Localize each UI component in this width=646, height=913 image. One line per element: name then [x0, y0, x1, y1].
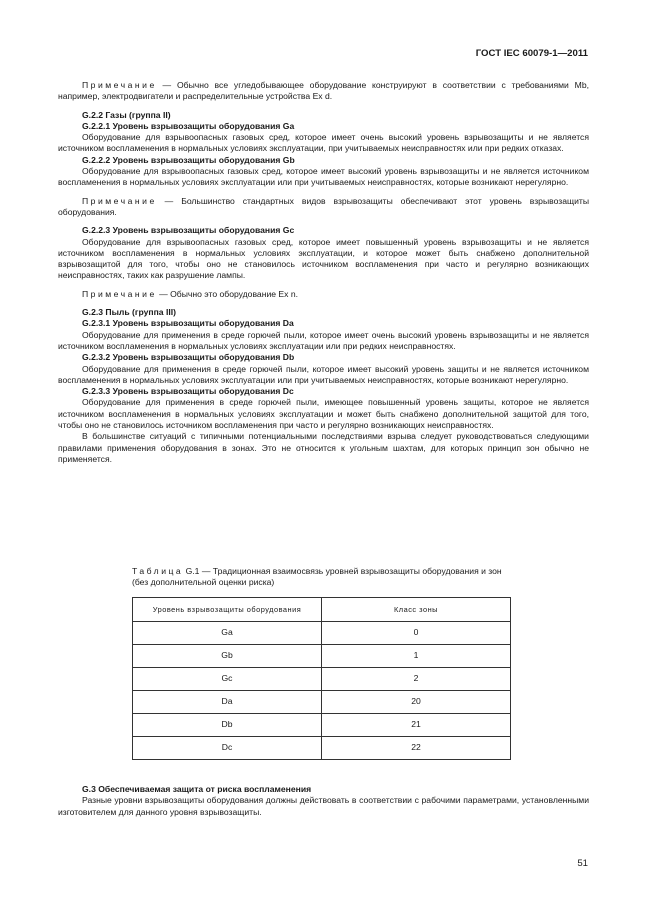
body-paragraph: Оборудование для применения в среде горючей пыли, которое имеет высокий уровень защиты и не является источником воспламенения в нормальных условиях эксплуатации или при учитываемых неисправностях, которые возникают нерегулярно.: [58, 363, 589, 385]
document-header: ГОСТ IEC 60079-1—2011: [475, 48, 588, 59]
table-row: [133, 668, 511, 691]
table-cell: 0: [322, 622, 511, 645]
body-paragraph: Оборудование для применения в среде горючей пыли, которое имеет очень высокий уровень взрывозащиты и не является источником воспламенения в нормальных условиях эксплуатации или при редких неисправностях.: [58, 329, 589, 351]
body-paragraph: Разные уровни взрывозащиты оборудования должны действовать в соответствии с рабочими параметрами, установленными изготовителем для данного уровня взрывозащиты.: [58, 795, 589, 817]
table-cell: 20: [322, 691, 511, 714]
table-row: [133, 645, 511, 668]
subsection-heading: G.2.3.2 Уровень взрывозащиты оборудования Db: [82, 352, 295, 363]
note-paragraph: [58, 196, 589, 219]
table-cell: Ga: [133, 622, 322, 645]
table-row: [133, 714, 511, 737]
note-paragraph: [58, 289, 589, 300]
note-text: — Большинство стандартных видов взрывозащиты обеспечивают этот уровень взрывозащиты оборудования.: [58, 195, 589, 217]
section-heading: G.2.3 Пыль (группа III): [82, 307, 176, 318]
table-cell: 21: [322, 714, 511, 737]
section-heading: G.3 Обеспечиваемая защита от риска воспламенения: [82, 784, 312, 794]
table-row: [133, 622, 511, 645]
body-paragraph: В большинстве ситуаций с типичными потенциальными последствиями взрыва следует руководствоваться следующими правилами применения оборудования в зонах. Это не относится к угольным шахтам, для которых принцип зон обычно не применяется.: [58, 431, 589, 464]
section-heading: G.2.2 Газы (группа II): [82, 109, 171, 120]
table-caption-label: Таблица: [132, 566, 184, 576]
table-cell: Da: [133, 691, 322, 714]
document-body: [58, 80, 589, 465]
table-cell: 2: [322, 668, 511, 691]
note-text: — Обычно все угледобывающее оборудование конструируют в соответствии с требованиями Mb, например, электродвигатели и распределительные устройства Ex d.: [58, 80, 589, 102]
table-cell: 1: [322, 645, 511, 668]
table-row: [133, 691, 511, 714]
body-paragraph: Оборудование для взрывоопасных газовых сред, которое имеет очень высокий уровень взрывозащиты и не является источником воспламенения в нормальных условиях эксплуатации, при учитываемых неисправностях или при редких отказах.: [58, 132, 589, 154]
table-cell: Dc: [133, 737, 322, 760]
table-cell: Gc: [133, 668, 322, 691]
note-paragraph: [58, 80, 589, 103]
note-text: — Обычно это оборудование Ex n.: [156, 288, 299, 299]
body-paragraph: Оборудование для взрывоопасных газовых сред, которое имеет повышенный уровень взрывозащиты и не является источником воспламенения в нормальных условиях эксплуатации, и которое может быть снабжено дополнительной взрывозащитой для того, чтобы оно не становилось источником воспламенения при часто и регулярно возникающих неисправностях, таких как разрушение лампы.: [58, 236, 589, 281]
note-label: Примечание: [82, 288, 157, 299]
column-header: Уровень взрывозащиты оборудования: [133, 598, 322, 622]
subsection-heading: G.2.2.3 Уровень взрывозащиты оборудования Gc: [82, 225, 295, 236]
table-caption-text: G.1 — Традиционная взаимосвязь уровней взрывозащиты оборудования и зон (без дополнительной оценки риска): [132, 566, 502, 588]
table-cell: Db: [133, 714, 322, 737]
subsection-heading: G.2.2.1 Уровень взрывозащиты оборудования Ga: [82, 120, 295, 131]
column-header: Класс зоны: [322, 598, 511, 622]
table-caption: [132, 566, 512, 589]
table-cell: 22: [322, 737, 511, 760]
body-paragraph: Оборудование для взрывоопасных газовых сред, которое имеет высокий уровень взрывозащиты и не является источником воспламенения в нормальных условиях эксплуатации или при учитываемых неисправностях, которые возникают нерегулярно.: [58, 166, 589, 188]
table-row: [133, 737, 511, 760]
table-cell: Gb: [133, 645, 322, 668]
table-header-row: [133, 598, 511, 622]
section-g3: [58, 784, 589, 818]
zone-table: [132, 597, 511, 760]
note-label: Примечание: [82, 80, 157, 90]
page-number: 51: [577, 858, 588, 869]
subsection-heading: G.2.2.2 Уровень взрывозащиты оборудования Gb: [82, 154, 295, 165]
subsection-heading: G.2.3.1 Уровень взрывозащиты оборудования Da: [82, 318, 294, 329]
subsection-heading: G.2.3.3 Уровень взрывозащиты оборудования Dc: [82, 386, 294, 397]
body-paragraph: Оборудование для применения в среде горючей пыли, имеющее повышенный уровень защиты, которое не является источником воспламенения в нормальных условиях эксплуатации и может быть снабжено дополнительной защитой для того, чтобы оно не становилось источником воспламенения при часто и регулярно возникающих неисправностях.: [58, 397, 589, 431]
note-label: Примечание: [82, 195, 157, 206]
